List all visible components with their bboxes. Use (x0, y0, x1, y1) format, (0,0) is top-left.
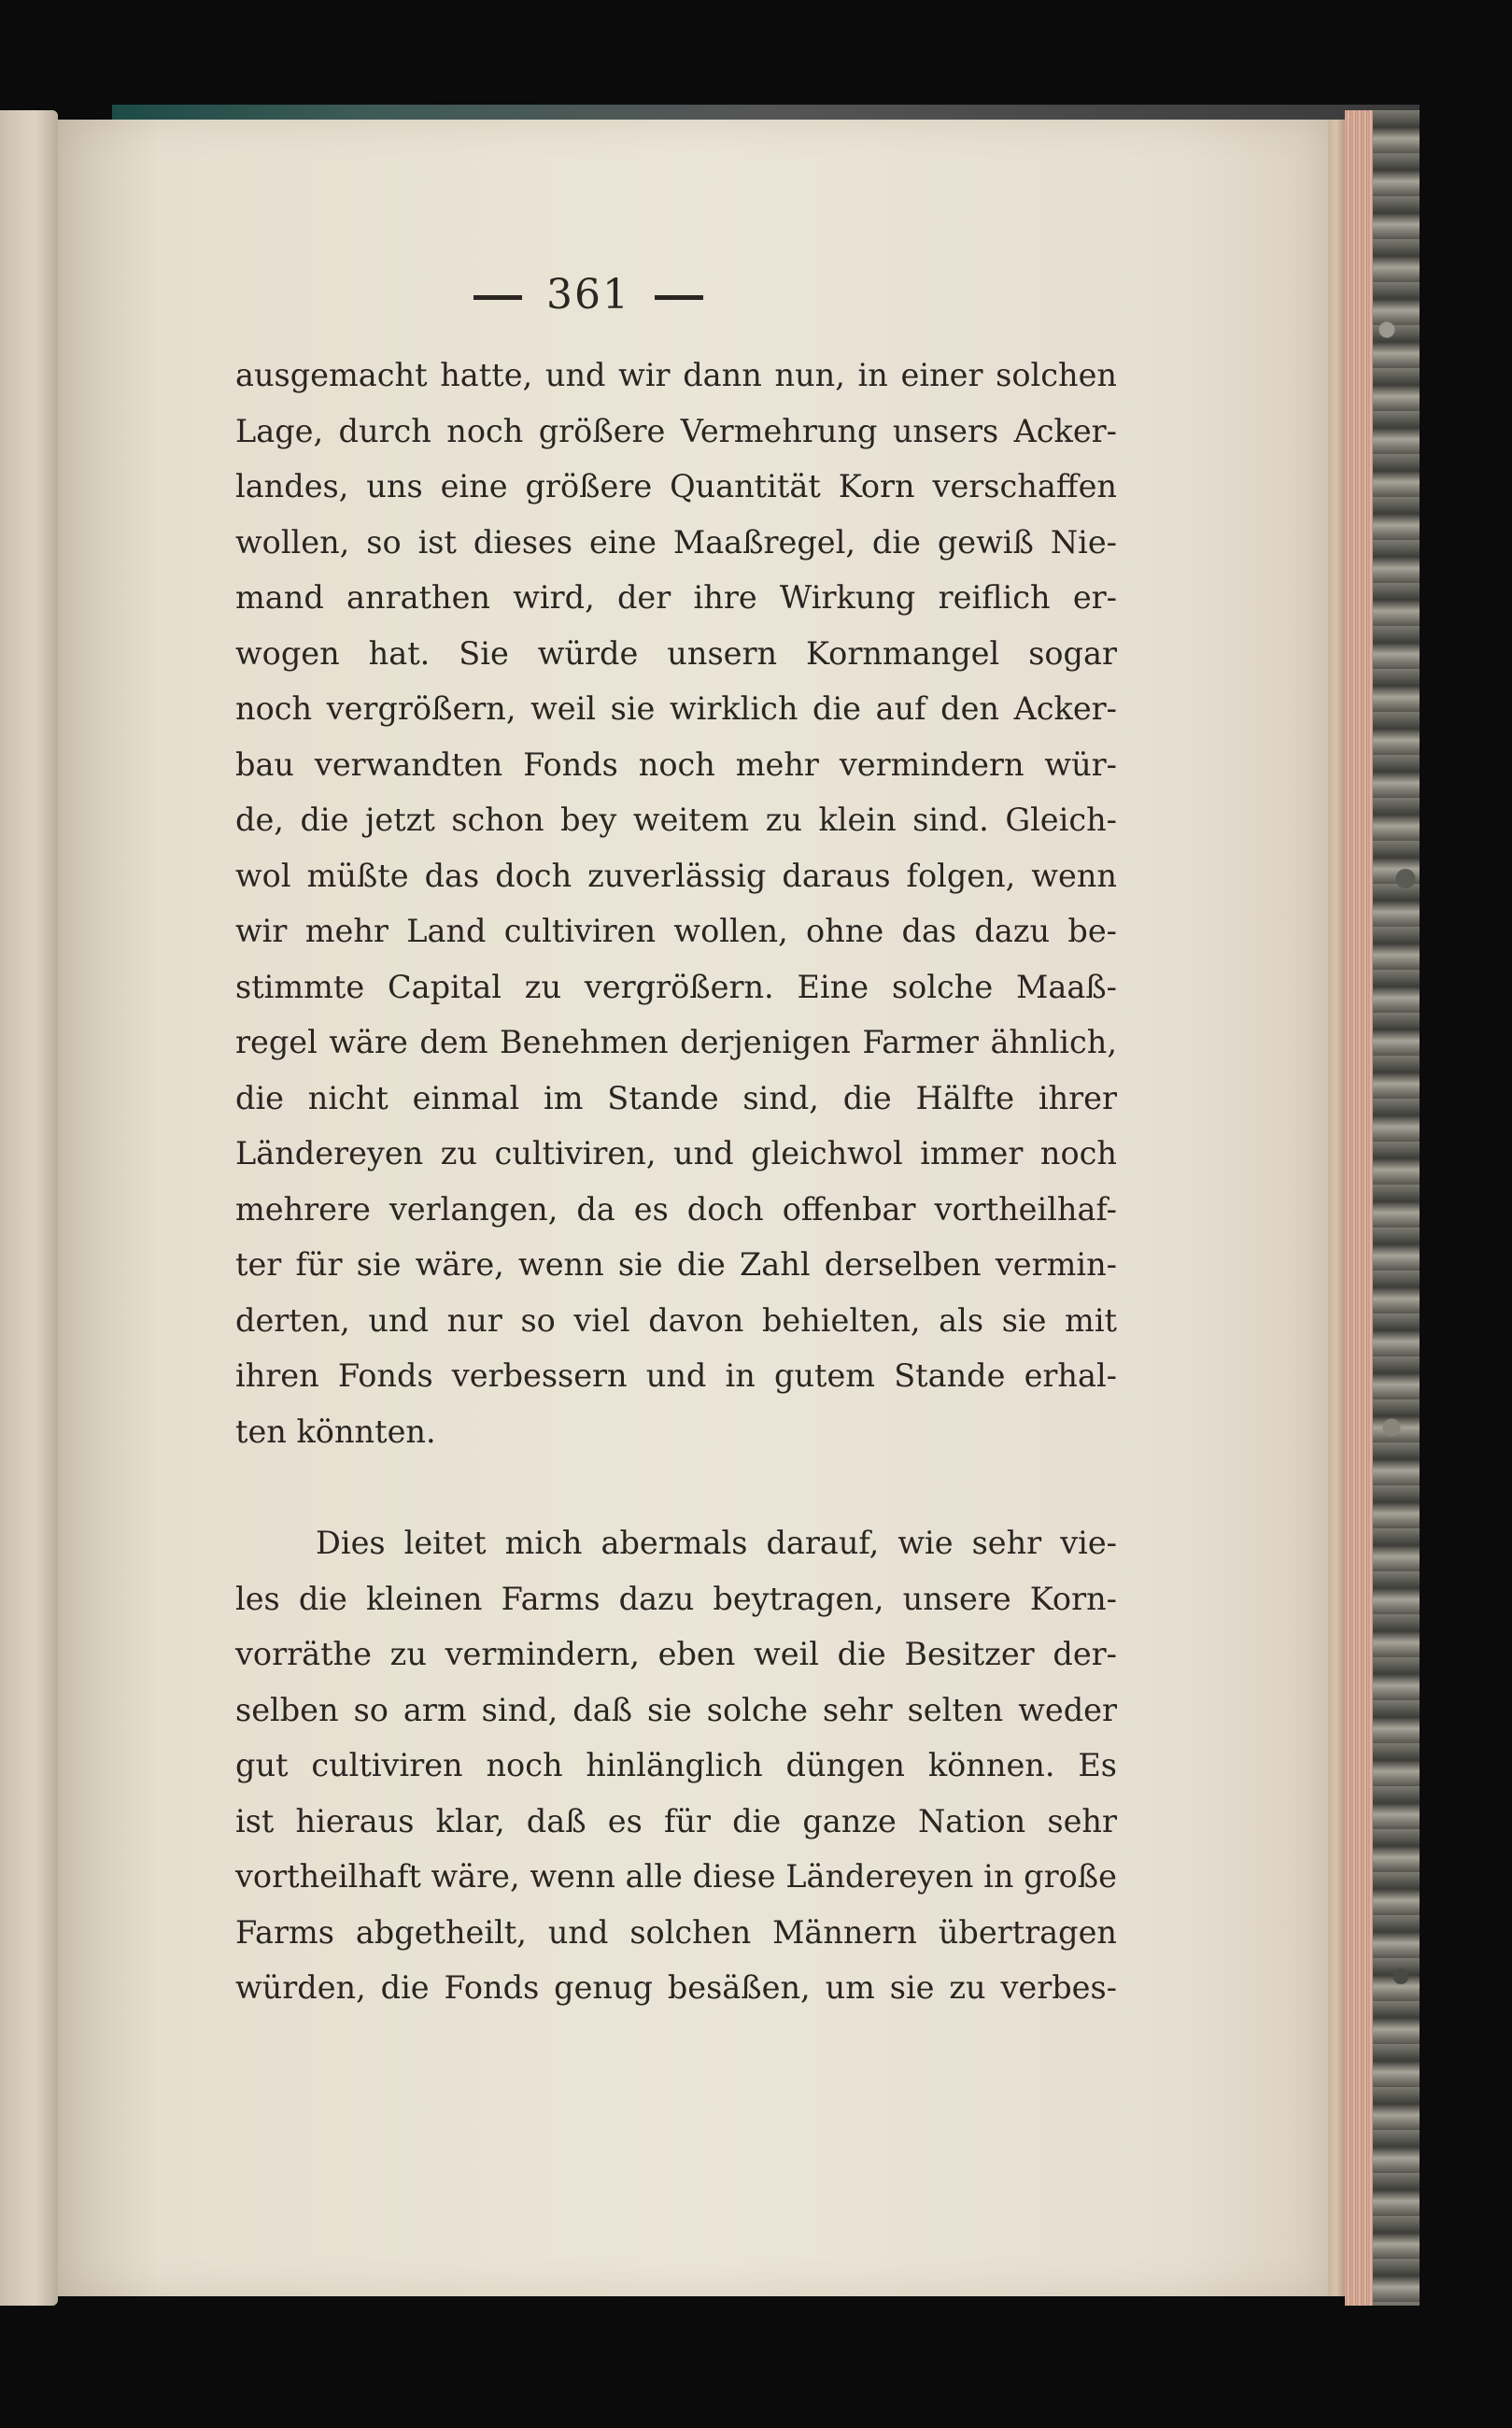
text-line: Lage, durch noch größere Vermehrung unsers Acker- (235, 412, 1117, 449)
text-line: derten, und nur so viel davon behielten, als sie mit (235, 1301, 1117, 1339)
text-line: stimmte Capital zu vergrößern. Eine solche Maaß- (235, 968, 1117, 1005)
header-dash-right (655, 295, 703, 300)
text-line: würden, die Fonds genug besäßen, um sie zu verbes- (235, 1969, 1117, 2006)
text-line: ten könnten. (235, 1413, 436, 1450)
text-line: ist hieraus klar, daß es für die ganze Nation sehr (235, 1802, 1117, 1839)
text-line: noch vergrößern, weil sie wirklich die auf den Acker- (235, 690, 1117, 727)
page-header (58, 271, 1119, 319)
text-line: wollen, so ist dieses eine Maaßregel, die gewiß Nie- (235, 523, 1117, 561)
page-stack-edge (1345, 110, 1373, 2306)
text-line: bau verwandten Fonds noch mehr vermindern wür- (235, 745, 1117, 783)
text-line: Dies leitet mich abermals darauf, wie sehr vie- (316, 1525, 1117, 1561)
text-line: Farms abgetheilt, und solchen Männern übertragen (235, 1913, 1117, 1951)
page-number: 361 (546, 271, 630, 319)
text-line: les die kleinen Farms dazu beytragen, unsere Korn- (235, 1580, 1117, 1617)
text-line: regel wäre dem Benehmen derjenigen Farmer ähnlich, (235, 1024, 1117, 1060)
text-line: selben so arm sind, daß sie solche sehr selten weder (235, 1691, 1117, 1728)
text-line: die nicht einmal im Stande sind, die Hälfte ihrer (235, 1079, 1117, 1116)
paragraph-gap (235, 1459, 1117, 1515)
page-fold (1328, 120, 1345, 2296)
paragraph (235, 348, 1117, 1459)
page-text (235, 348, 1117, 2016)
text-line: wogen hat. Sie würde unsern Kornmangel sogar (235, 634, 1117, 672)
text-line: vortheilhaft wäre, wenn alle diese Ländereyen in große (235, 1858, 1117, 1895)
text-line: gut cultiviren noch hinlänglich düngen können. Es (235, 1747, 1117, 1783)
paragraph (235, 1515, 1117, 2016)
text-line: landes, uns eine größere Quantität Korn verschaffen (235, 468, 1117, 504)
text-line: Ländereyen zu cultiviren, und gleichwol immer noch (235, 1135, 1117, 1171)
text-line: vorräthe zu vermindern, eben weil die Besitzer der- (235, 1636, 1117, 1672)
text-line: mand anrathen wird, der ihre Wirkung reiflich er- (235, 579, 1117, 616)
header-dash-left (473, 295, 522, 300)
marbled-book-edge (1373, 110, 1420, 2306)
text-line: de, die jetzt schon bey weitem zu klein sind. Gleich- (235, 802, 1117, 838)
text-line: ihren Fonds verbessern und in gutem Stande erhal- (235, 1357, 1117, 1394)
text-line: wir mehr Land cultiviren wollen, ohne das dazu be- (235, 913, 1117, 949)
text-line: wol müßte das doch zuverlässig daraus folgen, wenn (235, 857, 1117, 894)
text-line: mehrere verlangen, da es doch offenbar vortheilhaf- (235, 1190, 1117, 1228)
text-line: ausgemacht hatte, und wir dann nun, in einer solchen (235, 357, 1117, 393)
left-page-edge (0, 110, 58, 2306)
text-line: ter für sie wäre, wenn sie die Zahl derselben vermin- (235, 1246, 1117, 1283)
